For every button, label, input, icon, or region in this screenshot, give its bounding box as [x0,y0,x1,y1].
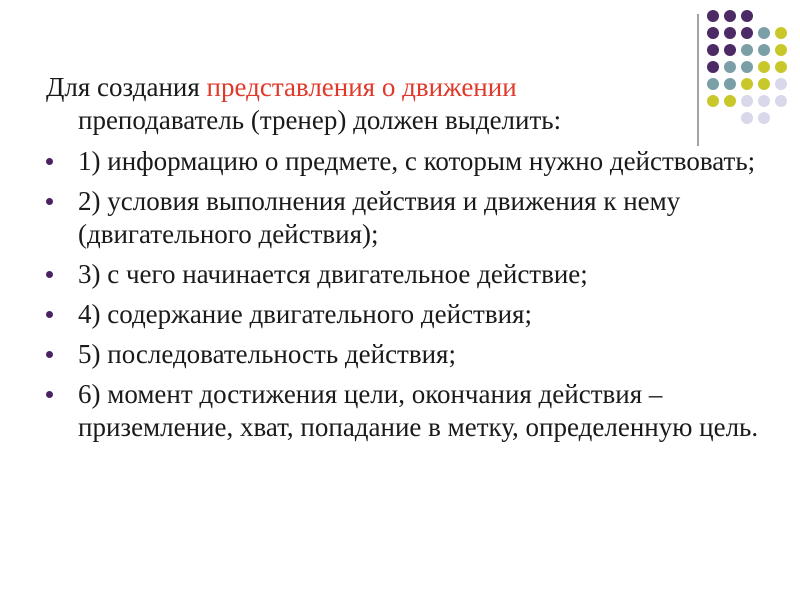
list-item-text: 5) последовательность действия; [78,339,456,369]
decorative-dot [724,27,736,39]
intro-line-2: преподаватель (тренер) должен выделить: [78,105,562,135]
decorative-dot [724,10,736,22]
intro-paragraph [46,71,766,137]
decorative-dot [741,44,753,56]
list-item [46,378,766,444]
bullet-icon [46,351,53,358]
list-item-text: 1) информацию о предмете, с которым нужно действовать; [78,146,756,176]
decorative-dot [775,78,787,90]
decorative-dot [758,27,770,39]
list-item-text: 3) с чего начинается двигательное действие; [78,259,588,289]
decorative-dot [741,27,753,39]
list-item-text: 6) момент достижения цели, окончания действия – приземление, хват, попадание в метку, определенную цель. [78,379,759,442]
list-item [46,298,766,331]
list-item-text: 2) условия выполнения действия и движения к нему (двигательного действия); [78,186,681,249]
decorative-dot [707,27,719,39]
bullet-list [46,145,766,444]
bullet-icon [46,158,53,165]
list-item [46,338,766,371]
decorative-dot [775,44,787,56]
list-item [46,145,766,178]
list-item [46,185,766,251]
intro-highlight: представления о движении [206,72,517,102]
slide-body [46,71,766,451]
decorative-dot [724,44,736,56]
list-item-text: 4) содержание двигательного действия; [78,299,532,329]
bullet-icon [46,271,53,278]
bullet-icon [46,391,53,398]
bullet-icon [46,198,53,205]
decorative-dot [775,61,787,73]
decorative-dot [707,44,719,56]
list-item [46,258,766,291]
decorative-dot [741,10,753,22]
intro-prefix: Для создания [46,72,207,102]
decorative-dot [775,95,787,107]
decorative-dot [775,27,787,39]
decorative-dot [707,10,719,22]
decorative-dot [758,44,770,56]
bullet-icon [46,311,53,318]
